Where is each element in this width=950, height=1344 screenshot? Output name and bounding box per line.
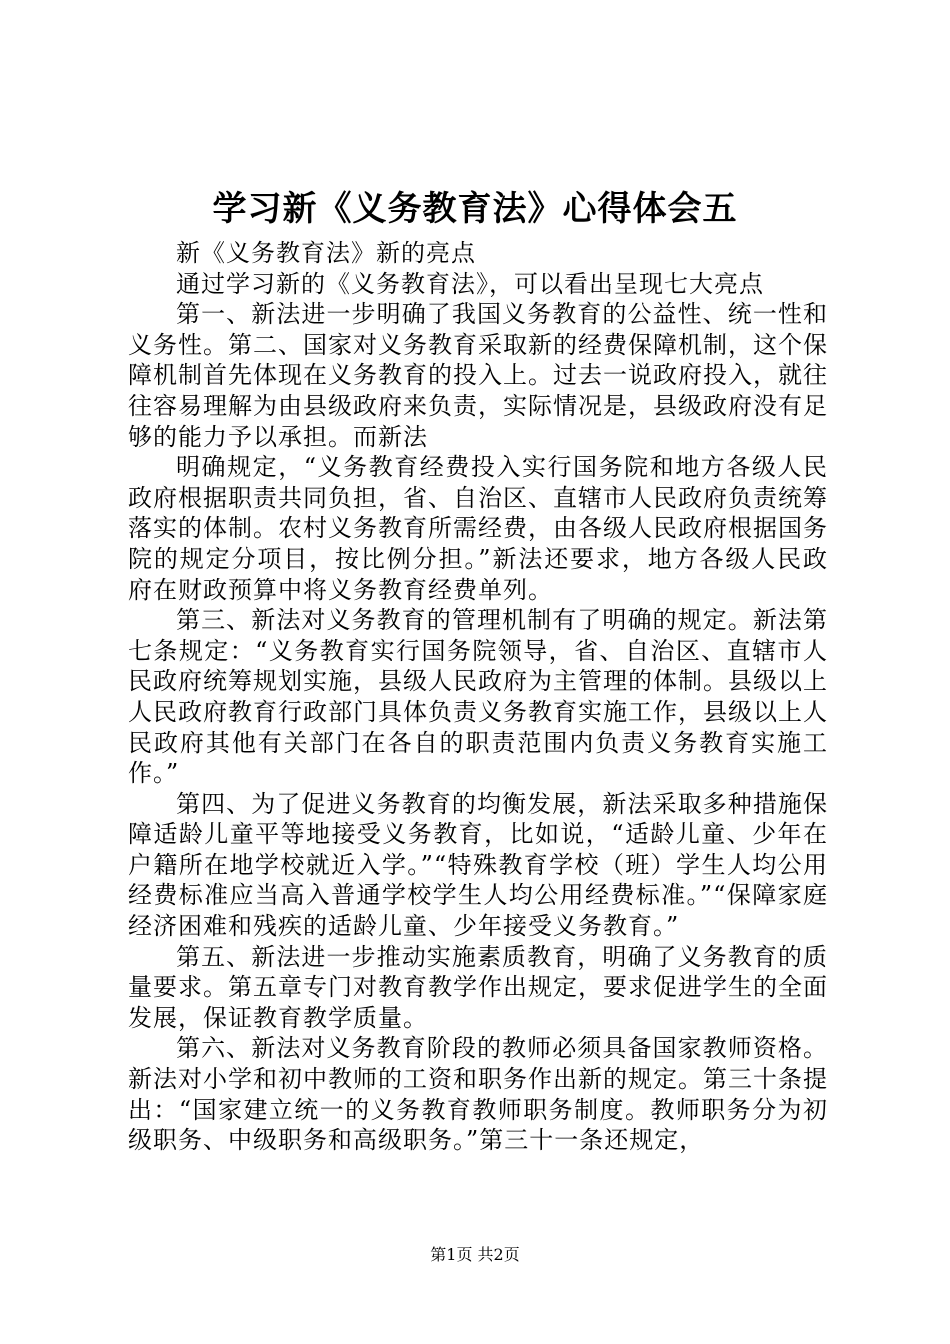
- paragraph-fifth: 第五、新法进一步推动实施素质教育，明确了义务教育的质量要求。第五章专门对教育教学作出规定，要求促进学生的全面发展，保证教育教学质量。: [128, 942, 828, 1032]
- paragraph-fourth: 第四、为了促进义务教育的均衡发展，新法采取多种措施保障适龄儿童平等地接受义务教育，比如说，“适龄儿童、少年在户籍所在地学校就近入学。”“特殊教育学校（班）学生人均公用经费标准应当高入普通学校学生人均公用经费标准。”“保障家庭经济困难和残疾的适龄儿童、少年接受义务教育。”: [128, 789, 828, 941]
- paragraph-sixth: 第六、新法对义务教育阶段的教师必须具备国家教师资格。新法对小学和初中教师的工资和职务作出新的规定。第三十条提出：“国家建立统一的义务教育教师职务制度。教师职务分为初级职务、中级职务和高级职务。”第三十一条还规定，: [128, 1034, 828, 1155]
- paragraph-first-second: 第一、新法进一步明确了我国义务教育的公益性、统一性和义务性。第二、国家对义务教育采取新的经费保障机制，这个保障机制首先体现在义务教育的投入上。过去一说政府投入，就往往容易理解为由县级政府来负责，实际情况是，县级政府没有足够的能力予以承担。而新法: [128, 300, 828, 451]
- page-number-footer: 第1页 共2页: [430, 1245, 520, 1264]
- paragraph-intro: 通过学习新的《义务教育法》，可以看出呈现七大亮点: [176, 269, 764, 298]
- paragraph-third: 第三、新法对义务教育的管理机制有了明确的规定。新法第七条规定：“义务教育实行国务院领导，省、自治区、直辖市人民政府统筹规划实施，县级人民政府为主管理的体制。县级以上人民政府教育行政部门具体负责义务教育实施工作，县级以上人民政府其他有关部门在各自的职责范围内负责义务教育实施工作。”: [128, 606, 828, 788]
- document-title: 学习新《义务教育法》心得体会五: [212, 189, 738, 229]
- paragraph-heading: 新《义务教育法》新的亮点: [176, 239, 476, 267]
- document-body: [128, 238, 828, 1156]
- paragraph-funding-rule: 明确规定，“义务教育经费投入实行国务院和地方各级人民政府根据职责共同负担，省、自治区、直辖市人民政府负责统筹落实的体制。农村义务教育所需经费，由各级人民政府根据国务院的规定分项目，按比例分担。”新法还要求，地方各级人民政府在财政预算中将义务教育经费单列。: [128, 453, 828, 604]
